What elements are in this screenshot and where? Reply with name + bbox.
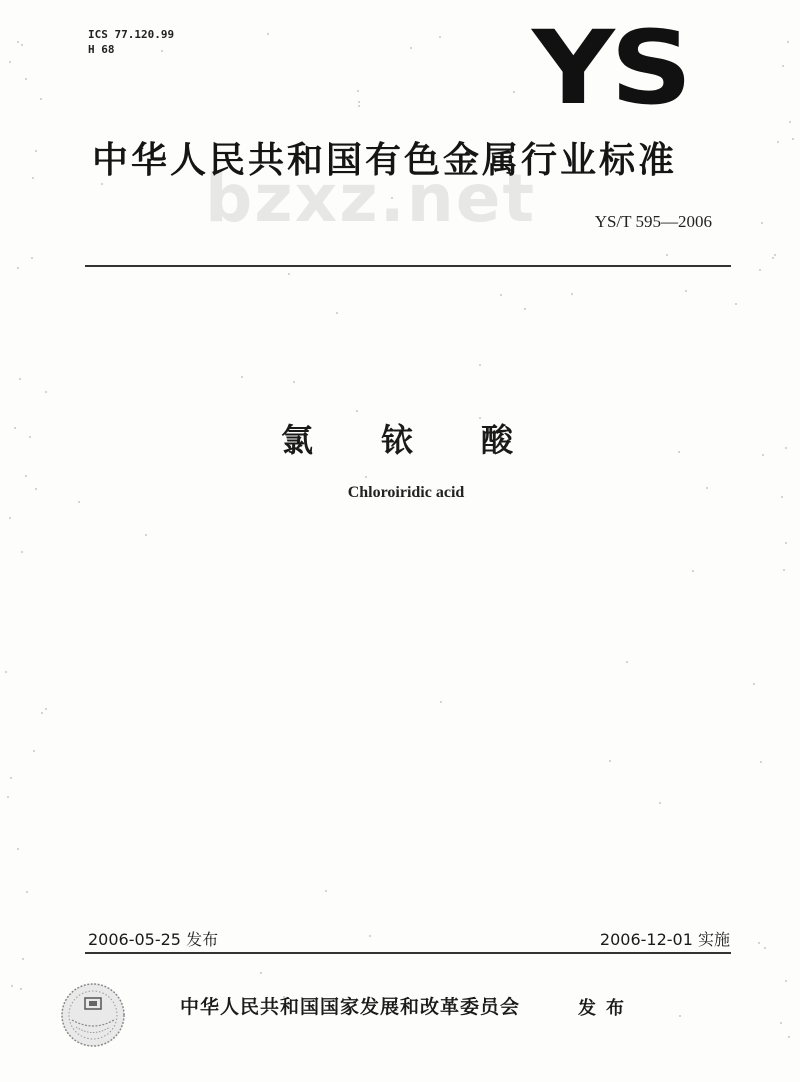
scan-speck [336, 312, 338, 314]
header-divider [85, 265, 731, 267]
scan-speck [410, 47, 412, 49]
scan-speck [20, 988, 22, 990]
scan-speck [753, 683, 755, 685]
scan-speck [439, 36, 441, 38]
scan-speck [524, 308, 526, 310]
scan-speck [41, 712, 43, 714]
scan-speck [45, 391, 47, 393]
scan-speck [758, 942, 760, 944]
standard-body-title: 中华人民共和国有色金属行业标准 [92, 140, 678, 181]
scan-speck [759, 269, 761, 271]
scan-speck [571, 293, 573, 295]
watermark: bzxz.net [205, 160, 537, 237]
scan-speck [609, 760, 611, 762]
official-seal-icon [58, 980, 128, 1050]
scan-speck [356, 410, 358, 412]
scan-speck [293, 381, 295, 383]
scan-speck [19, 378, 21, 380]
ys-logo: YS [532, 9, 689, 128]
scan-speck [789, 121, 791, 123]
scan-speck [32, 177, 34, 179]
scan-speck [365, 476, 367, 478]
scan-speck [9, 517, 11, 519]
document-title-cn: 氯铱酸 [280, 421, 581, 459]
scan-speck [17, 267, 19, 269]
scan-speck [782, 65, 784, 67]
scan-speck [17, 848, 19, 850]
scan-speck [369, 935, 371, 937]
scan-speck [666, 254, 668, 256]
scan-speck [774, 254, 776, 256]
scan-speck [358, 101, 360, 103]
scan-speck [357, 90, 359, 92]
scan-speck [764, 947, 766, 949]
scan-speck [772, 257, 774, 259]
scan-speck [10, 777, 12, 779]
scan-speck [9, 61, 11, 63]
scan-speck [241, 376, 243, 378]
scan-speck [685, 290, 687, 292]
class-code: H 68 [88, 43, 115, 56]
scan-speck [25, 78, 27, 80]
publish-label: 发布 [578, 998, 634, 1019]
scan-speck [777, 141, 779, 143]
scan-speck [5, 671, 7, 673]
scan-speck [761, 222, 763, 224]
scan-speck [325, 890, 327, 892]
scan-speck [45, 708, 47, 710]
footer-divider [85, 952, 731, 954]
scan-speck [783, 569, 785, 571]
scan-speck [792, 138, 794, 140]
scan-speck [288, 273, 290, 275]
standard-number: YS/T 595—2006 [594, 212, 712, 231]
scan-speck [787, 41, 789, 43]
scan-speck [785, 542, 787, 544]
scan-speck [17, 41, 19, 43]
scan-speck [101, 183, 103, 185]
scan-speck [760, 761, 762, 763]
scan-speck [31, 257, 33, 259]
scan-speck [22, 958, 24, 960]
scan-speck [626, 661, 628, 663]
document-title-en: Chloroiridic acid [347, 484, 465, 501]
scan-speck [260, 972, 262, 974]
implementation-date: 2006-12-01 实施 [599, 930, 730, 949]
scan-speck [33, 750, 35, 752]
scan-speck [26, 891, 28, 893]
classification-codes [88, 27, 174, 57]
scan-speck [11, 985, 13, 987]
scan-speck [358, 105, 360, 107]
scan-speck [785, 980, 787, 982]
scan-speck [735, 303, 737, 305]
scan-speck [788, 1036, 790, 1038]
scan-speck [267, 33, 269, 35]
scan-speck [513, 91, 515, 93]
scan-speck [21, 551, 23, 553]
scan-speck [21, 44, 23, 46]
scan-speck [25, 475, 27, 477]
scan-speck [440, 701, 442, 703]
publisher-name: 中华人民共和国国家发展和改革委员会 [180, 996, 521, 1018]
scan-speck [692, 570, 694, 572]
scan-speck [479, 364, 481, 366]
issue-date: 2006-05-25 发布 [88, 930, 219, 949]
scan-speck [659, 802, 661, 804]
scan-speck [35, 150, 37, 152]
scan-speck [40, 98, 42, 100]
scan-speck [679, 1015, 681, 1017]
scan-speck [145, 534, 147, 536]
scan-speck [7, 796, 9, 798]
ics-code: ICS 77.120.99 [88, 28, 175, 41]
scan-speck [780, 1022, 782, 1024]
scan-speck [500, 294, 502, 296]
